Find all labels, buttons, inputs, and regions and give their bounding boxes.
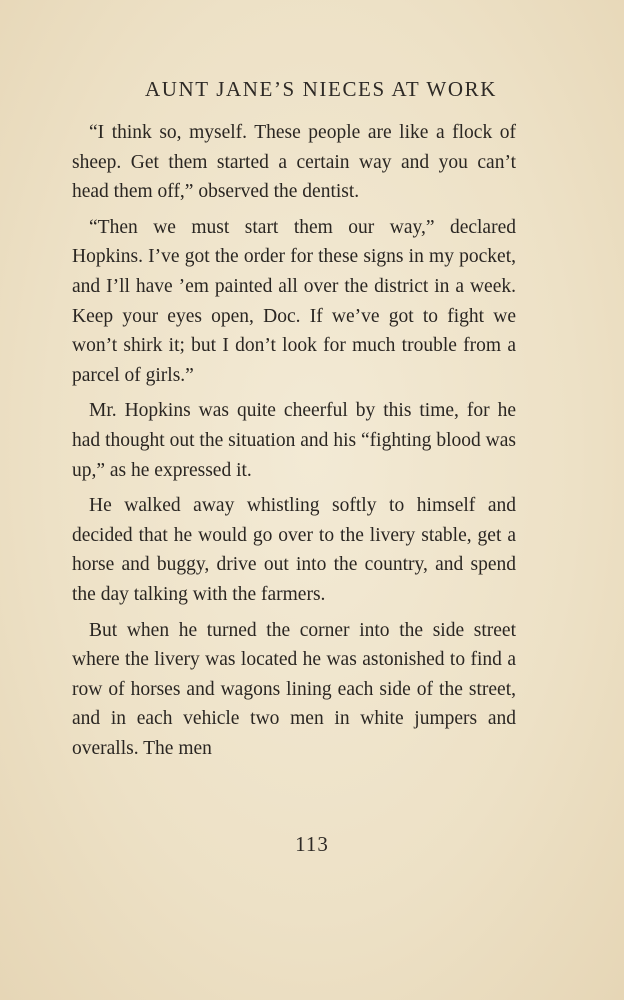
paragraph: “I think so, myself. These people are like a flock of sheep. Get them started a certain way and you can’t head them off,” observed the dentist. [72,122,516,203]
paragraph: Mr. Hopkins was quite cheerful by this time, for he had thought out the situation and his “fighting blood was up,” as he expressed it. [72,400,516,481]
paragraph: He walked away whistling softly to himself and decided that he would go over to the livery stable, get a horse and buggy, drive out into the country, and spend the day talking with the farmers. [72,495,516,605]
paragraph: “Then we must start them our way,” declared Hopkins. I’ve got the order for these signs in my pocket, and I’ll have ’em painted all over the district in a week. Keep your eyes open, Doc. If we’ve got to fight we won’t shirk it; but I don’t look for much trouble from a parcel of girls.” [72,216,516,386]
body-text [72,118,516,769]
paragraph: But when he turned the corner into the side street where the livery was located he was astonished to find a row of horses and wagons lining each side of the street, and in each vehicle two men in white jumpers and overalls. The men [72,619,516,759]
page-number: 113 [295,832,329,856]
running-head: AUNT JANE’S NIECES AT WORK [145,77,497,101]
